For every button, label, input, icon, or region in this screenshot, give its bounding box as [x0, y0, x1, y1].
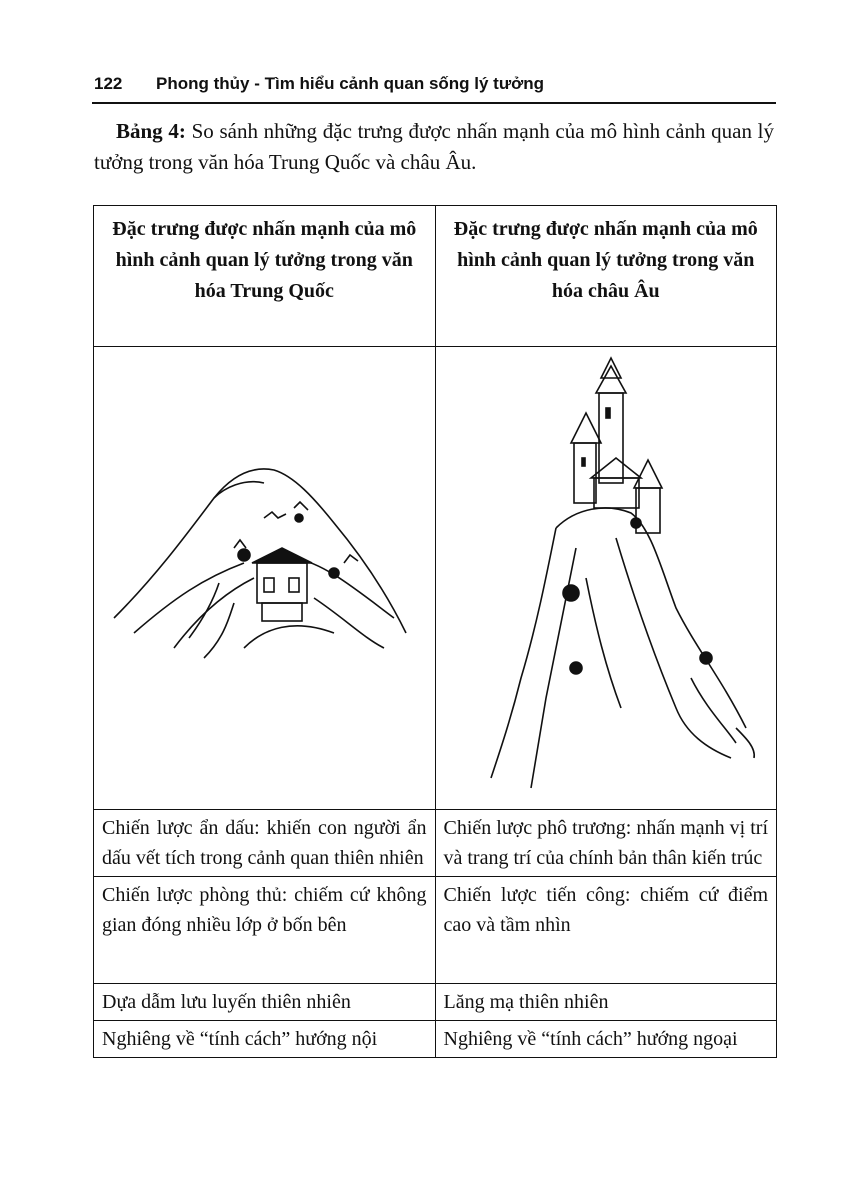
chinese-landscape-illustration — [94, 347, 436, 810]
table-row — [94, 984, 777, 1021]
table-header-row — [94, 206, 777, 347]
table-row — [94, 1021, 777, 1058]
table-row — [94, 877, 777, 984]
chinese-cell: Nghiêng về “tính cách” hướng nội — [94, 1021, 436, 1058]
header-european: Đặc trưng được nhấn mạnh của mô hình cảnh quan lý tưởng trong văn hóa châu Âu — [435, 206, 777, 347]
european-cell: Lăng mạ thiên nhiên — [435, 984, 777, 1021]
page-number: 122 — [94, 74, 123, 93]
european-cell: Nghiêng về “tính cách” hướng ngoại — [435, 1021, 777, 1058]
european-castle-illustration — [435, 347, 777, 810]
running-header — [94, 74, 774, 94]
chinese-cell: Chiến lược phòng thủ: chiếm cứ không gian đóng nhiều lớp ở bốn bên — [94, 877, 436, 984]
illustration-row — [94, 347, 777, 810]
header-rule — [92, 102, 776, 104]
chinese-cell: Chiến lược ẩn dấu: khiến con người ẩn dấu vết tích trong cảnh quan thiên nhiên — [94, 810, 436, 877]
chinese-cell: Dựa dẫm lưu luyến thiên nhiên — [94, 984, 436, 1021]
caption-text: So sánh những đặc trưng được nhấn mạnh của mô hình cảnh quan lý tưởng trong văn hóa Trung Quốc và châu Âu. — [94, 119, 775, 174]
european-cell: Chiến lược tiến công: chiếm cứ điểm cao và tầm nhìn — [435, 877, 777, 984]
table-row — [94, 810, 777, 877]
comparison-table — [93, 205, 777, 1058]
european-cell: Chiến lược phô trương: nhấn mạnh vị trí và trang trí của chính bản thân kiến trúc — [435, 810, 777, 877]
table-caption — [94, 116, 774, 178]
header-chinese: Đặc trưng được nhấn mạnh của mô hình cảnh quan lý tưởng trong văn hóa Trung Quốc — [94, 206, 436, 347]
caption-label: Bảng 4: — [116, 119, 186, 143]
book-title: Phong thủy - Tìm hiểu cảnh quan sống lý tưởng — [156, 74, 544, 93]
